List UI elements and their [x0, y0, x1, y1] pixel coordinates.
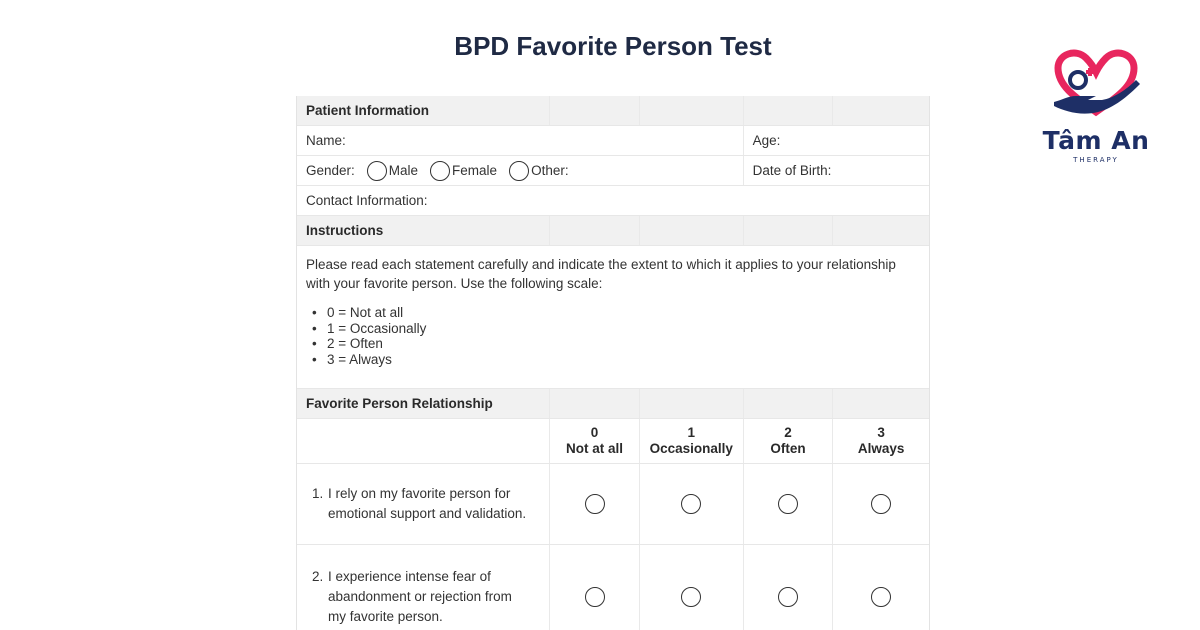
- radio-button[interactable]: [585, 494, 605, 514]
- list-item: • 2 = Often: [312, 336, 920, 352]
- scale-header-row: [297, 419, 929, 464]
- gender-option-female[interactable]: Female: [430, 161, 497, 181]
- section-title: Patient Information: [297, 96, 550, 125]
- age-field[interactable]: Age:: [752, 133, 781, 148]
- contact-field[interactable]: Contact Information:: [306, 193, 428, 208]
- test-form: [296, 96, 930, 630]
- scale-column-3: 3 Always: [857, 425, 905, 456]
- radio-button[interactable]: [681, 587, 701, 607]
- name-age-row: [297, 126, 929, 156]
- gender-field: [297, 156, 744, 185]
- heart-hand-icon: [1036, 46, 1156, 126]
- dob-field[interactable]: Date of Birth:: [752, 163, 832, 178]
- section-title: Favorite Person Relationship: [297, 389, 550, 418]
- scale-list: [306, 305, 920, 367]
- question-text: 1. I rely on my favorite person for emotional support and validation.: [297, 464, 550, 544]
- instructions-body: [297, 246, 929, 389]
- scale-column-1: 1 Occasionally: [640, 419, 744, 463]
- instructions-header: [297, 216, 929, 246]
- radio-button[interactable]: [585, 587, 605, 607]
- list-item: • 1 = Occasionally: [312, 321, 920, 337]
- name-field[interactable]: Name:: [297, 126, 744, 155]
- list-item: • 0 = Not at all: [312, 305, 920, 321]
- radio-button[interactable]: [509, 161, 529, 181]
- gender-option-male[interactable]: Male: [367, 161, 418, 181]
- radio-button[interactable]: [871, 494, 891, 514]
- radio-button[interactable]: [430, 161, 450, 181]
- radio-button[interactable]: [778, 587, 798, 607]
- logo-subtitle: THERAPY: [1073, 156, 1119, 164]
- radio-button[interactable]: [871, 587, 891, 607]
- relationship-header: [297, 389, 929, 419]
- page-title: BPD Favorite Person Test: [454, 31, 772, 61]
- gender-label: Gender:: [306, 163, 355, 178]
- scale-column-0: 0 Not at all: [550, 419, 640, 463]
- list-item: • 3 = Always: [312, 352, 920, 368]
- question-row-2: [297, 545, 929, 630]
- contact-row: [297, 186, 929, 216]
- logo-name: Tâm An: [1042, 126, 1150, 155]
- radio-button[interactable]: [778, 494, 798, 514]
- question-row-1: [297, 464, 929, 545]
- question-text: 2. I experience intense fear of abandonment or rejection from my favorite person.: [297, 545, 550, 630]
- gender-dob-row: [297, 156, 929, 186]
- radio-button[interactable]: [681, 494, 701, 514]
- instructions-text: Please read each statement carefully and indicate the extent to which it applies to your relationship with your favorite person. Use the following scale:: [306, 257, 896, 291]
- patient-info-header: [297, 96, 929, 126]
- brand-logo: [1036, 46, 1156, 170]
- radio-button[interactable]: [367, 161, 387, 181]
- gender-option-other[interactable]: Other:: [509, 161, 569, 181]
- section-title: Instructions: [297, 216, 550, 245]
- scale-column-2: 2 Often: [744, 419, 834, 463]
